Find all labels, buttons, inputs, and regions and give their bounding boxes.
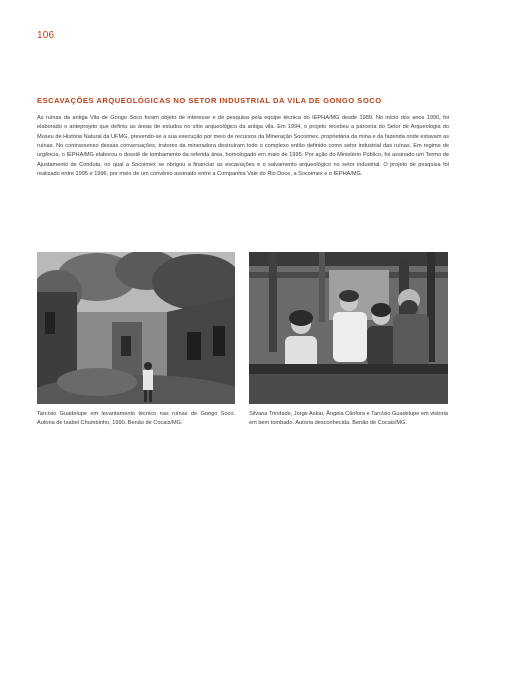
ruins-photo — [37, 252, 235, 404]
section-title: ESCAVAÇÕES ARQUEOLÓGICAS NO SETOR INDUSTRIAL DA VILA DE GONGO SOCO — [37, 96, 382, 105]
group-photo-image — [249, 252, 448, 404]
photo-caption-left: Tarcísio Guadelupe em levantamento técnico nas ruínas de Gongo Soco. Autoria de Isabel Chumbinho, 1990. Benão de Cocais/MG. — [37, 411, 235, 427]
ruins-photo-image — [37, 252, 235, 404]
photo-caption-right: Silvana Trindade, Jorge Askar, Ângela Cânfora e Tarcísio Guadelupe em vistoria em bem tombado. Autoria desconhecida. Benão de Cocais/MG. — [249, 411, 448, 427]
group-photo — [249, 252, 448, 404]
page-number: 106 — [37, 30, 55, 41]
body-paragraph: As ruínas da antiga Vila de Gongo Soco foram objeto de interesse e de pesquisa pela equipe técnica do IEPHA/MG desde 1989. No início dos anos 1990, foi elaborado o anteprojeto que definiu as áreas de estudos no sítio arqueológico da antiga vila. Em 1994, o projeto recebeu a parceria do Setor de Arqueologia do Museu de História Natural da UFMG, prevendo-se a sua execução por meio de recursos da Mineração Socoimex, proprietária da mina e da fazenda onde estavam as ruínas. No contrassenso dessas conversações, tratores da mineradora destruíram todo o complexo então definido como setor industrial das ruínas. Em regime de urgência, o IEPHA/MG elaborou o dossiê de tombamento da referida área, homologado em maio de 1995. Por ação do Ministério Público, foi assinado um Termo de Ajustamento de Conduta, no qual a Socoimex se obrigou a financiar as escavações e o salvamento arqueológico no setor industrial. O projeto de pesquisa foi realizado entre 1995 e 1996, por meio de um convênio assinado entre a Companhia Vale do Rio Doce, a Socoimex e o IEPHA/MG. — [37, 115, 449, 178]
